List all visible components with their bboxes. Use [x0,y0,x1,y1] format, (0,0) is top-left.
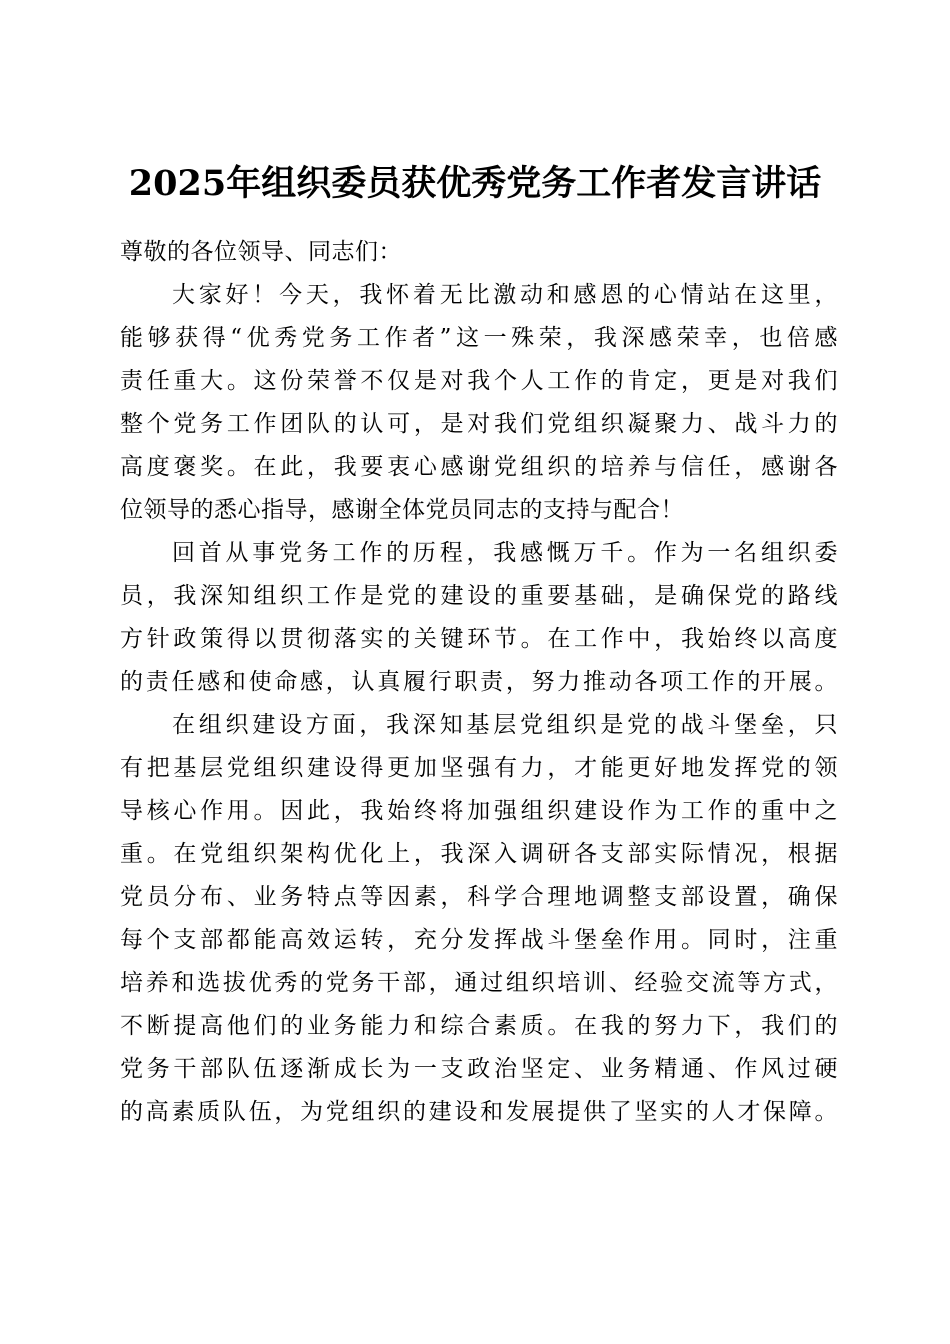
paragraph-3 [120,704,838,1134]
text-line: 在组织建设方面，我深知基层党组织是党的战斗堡垒，只 [172,712,838,738]
text-line: 员，我深知组织工作是党的建设的重要基础，是确保党的路线 [120,583,838,609]
paragraph-2 [120,532,838,704]
text-line: 的高素质队伍，为党组织的建设和发展提供了坚实的人才保障。 [120,1099,838,1125]
text-line: 不断提高他们的业务能力和综合素质。在我的努力下，我们的 [120,1013,838,1039]
text-line: 有把基层党组织建设得更加坚强有力，才能更好地发挥党的领 [120,755,838,781]
text-line: 每个支部都能高效运转，充分发挥战斗堡垒作用。同时，注重 [120,927,838,953]
text-line: 大家好！今天，我怀着无比激动和感恩的心情站在这里， [172,282,838,308]
text-line: 能够获得“优秀党务工作者”这一殊荣，我深感荣幸，也倍感 [120,325,838,351]
text-line: 重。在党组织架构优化上，我深入调研各支部实际情况，根据 [120,841,838,867]
document-title: 2025年组织委员获优秀党务工作者发言讲话 [128,163,822,205]
text-line: 整个党务工作团队的认可，是对我们党组织凝聚力、战斗力的 [120,411,838,437]
text-line: 党务干部队伍逐渐成长为一支政治坚定、业务精通、作风过硬 [120,1056,838,1082]
text-line: 党员分布、业务特点等因素，科学合理地调整支部设置，确保 [120,884,838,910]
text-line: 方针政策得以贯彻落实的关键环节。在工作中，我始终以高度 [120,626,838,652]
document-body [120,231,838,1134]
text-line: 回首从事党务工作的历程，我感慨万千。作为一名组织委 [172,540,838,566]
text-line: 的责任感和使命感，认真履行职责，努力推动各项工作的开展。 [120,669,838,695]
text-line: 位领导的悉心指导，感谢全体党员同志的支持与配合！ [120,497,684,523]
text-line: 导核心作用。因此，我始终将加强组织建设作为工作的重中之 [120,798,838,824]
paragraph-1 [120,274,838,532]
salutation: 尊敬的各位领导、同志们： [120,239,402,265]
text-line: 责任重大。这份荣誉不仅是对我个人工作的肯定，更是对我们 [120,368,838,394]
text-line: 培养和选拔优秀的党务干部，通过组织培训、经验交流等方式， [120,970,838,996]
text-line: 高度褒奖。在此，我要衷心感谢党组织的培养与信任，感谢各 [120,454,838,480]
